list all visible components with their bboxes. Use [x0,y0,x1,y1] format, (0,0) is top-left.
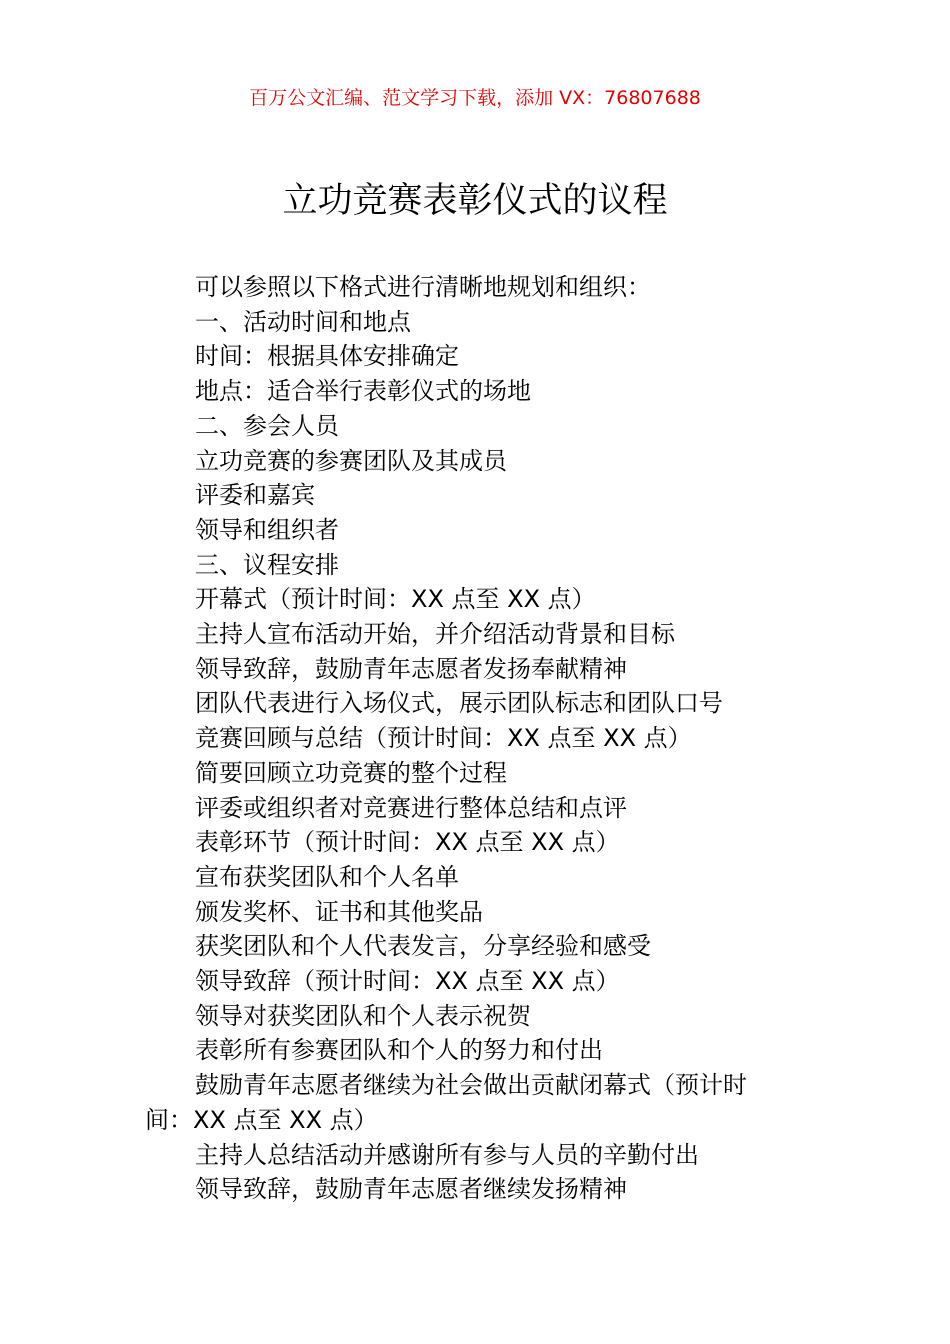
paragraph: 领导和组织者 [195,515,339,544]
paragraph: 主持人总结活动并感谢所有参与人员的辛勤付出 [195,1140,699,1169]
paragraph: 可以参照以下格式进行清晰地规划和组织： [195,273,651,301]
paragraph: 宣布获奖团队和个人名单 [195,862,459,891]
paragraph: 颁发奖杯、证书和其他奖品 [195,897,483,926]
paragraph: 简要回顾立功竞赛的整个过程 [195,758,507,787]
paragraph: 时间：根据具体安排确定 [195,342,459,371]
section-heading: 二、参会人员 [195,411,339,440]
paragraph: 领导致辞，鼓励青年志愿者继续发扬精神 [195,1175,627,1204]
paragraph: 领导对获奖团队和个人表示祝贺 [195,1001,531,1030]
paragraph: 表彰环节（预计时间：XX 点至 XX 点） [195,828,620,857]
paragraph: 地点：适合举行表彰仪式的场地 [195,377,531,406]
document-body [145,270,810,1207]
paragraph: 开幕式（预计时间：XX 点至 XX 点） [195,585,596,614]
header-note: 百万公文汇编、范文学习下载，添加 VX：76807688 [249,87,701,109]
paragraph: 领导致辞（预计时间：XX 点至 XX 点） [195,967,620,996]
paragraph: 团队代表进行入场仪式，展示团队标志和团队口号 [195,689,723,718]
paragraph: 获奖团队和个人代表发言，分享经验和感受 [195,932,651,961]
section-heading: 三、议程安排 [195,550,339,579]
document-title: 立功竞赛表彰仪式的议程 [282,181,668,221]
paragraph: 评委和嘉宾 [195,481,315,510]
paragraph: 立功竞赛的参赛团队及其成员 [195,446,507,475]
paragraph: 领导致辞，鼓励青年志愿者发扬奉献精神 [195,654,627,683]
paragraph-long-line2: 间：XX 点至 XX 点） [145,1105,378,1134]
paragraph: 表彰所有参赛团队和个人的努力和付出 [195,1036,603,1065]
paragraph-long-line1: 鼓励青年志愿者继续为社会做出贡献闭幕式（预计时 [195,1071,747,1100]
paragraph: 竞赛回顾与总结（预计时间：XX 点至 XX 点） [195,724,692,753]
paragraph: 评委或组织者对竞赛进行整体总结和点评 [195,793,627,822]
paragraph: 主持人宣布活动开始，并介绍活动背景和目标 [195,620,675,649]
section-heading: 一、活动时间和地点 [195,307,411,336]
